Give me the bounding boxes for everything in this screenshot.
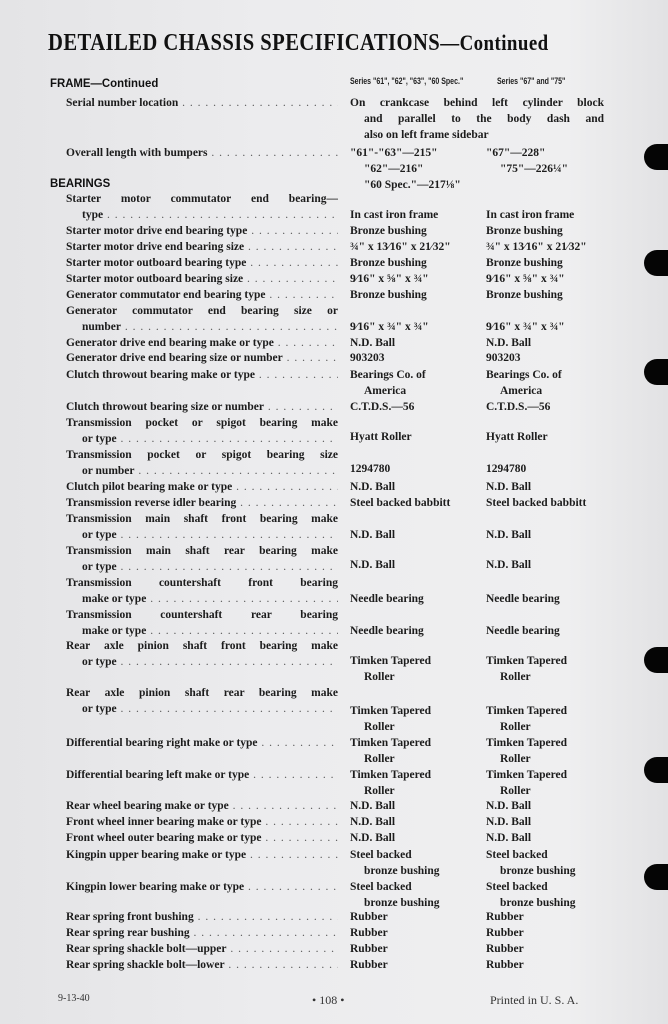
title-main: DETAILED CHASSIS SPECIFICATIONS bbox=[48, 30, 441, 56]
value-series-61-62-63-60 bbox=[350, 557, 395, 573]
value-series-61-62-63-60 bbox=[350, 429, 412, 445]
spec-label bbox=[66, 95, 338, 111]
value-series-67-75 bbox=[486, 429, 548, 445]
punch-hole bbox=[644, 250, 668, 276]
value-series-61-62-63-60 bbox=[350, 287, 427, 303]
value-line: Steel backed babbitt bbox=[350, 497, 451, 509]
value-line: 1294780 bbox=[350, 463, 391, 475]
value-line: C.T.D.S.—56 bbox=[486, 401, 551, 413]
value-series-67-75 bbox=[486, 271, 565, 287]
spec-label bbox=[66, 447, 338, 479]
value-line: Timken Tapered bbox=[486, 737, 568, 749]
spec-label bbox=[66, 399, 338, 415]
value-series-61-62-63-60 bbox=[350, 223, 427, 239]
page-title bbox=[48, 30, 549, 57]
spec-label bbox=[66, 575, 338, 607]
value-series-67-75 bbox=[486, 239, 587, 255]
value-series-67-75 bbox=[486, 223, 563, 239]
value-series-67-75 bbox=[486, 653, 567, 685]
value-line: Roller bbox=[500, 721, 531, 733]
value-line: Steel backed bbox=[350, 881, 412, 893]
spec-label-line: Rear spring rear bushing . . . bbox=[66, 925, 338, 941]
value-line: 9⁄16" x ⅝" x ¾" bbox=[350, 273, 429, 285]
value-line: "60 Spec."—217⅛" bbox=[364, 179, 461, 191]
value-line: bronze bushing bbox=[500, 897, 576, 909]
spec-label-line: Generator drive end bearing size or number . . . bbox=[66, 350, 338, 366]
value-line: bronze bushing bbox=[500, 865, 576, 877]
spec-label-line: Rear spring front bushing . . . bbox=[66, 909, 338, 925]
value-line: Rubber bbox=[350, 959, 388, 971]
spec-label bbox=[66, 495, 338, 511]
value-line: also on left frame sidebar bbox=[364, 129, 489, 141]
value-line: Timken Tapered bbox=[350, 705, 432, 717]
value-line: N.D. Ball bbox=[486, 559, 532, 571]
value-series-67-75 bbox=[486, 830, 531, 846]
spec-label-line: Overall length with bumpers . . . bbox=[66, 145, 338, 161]
value-line: N.D. Ball bbox=[350, 559, 396, 571]
value-line: In cast iron frame bbox=[486, 209, 575, 221]
value-line: Roller bbox=[364, 753, 395, 765]
value-line: Steel backed babbitt bbox=[486, 497, 587, 509]
spec-label-line: Starter motor drive end bearing type . . . bbox=[66, 223, 338, 239]
value-line: N.D. Ball bbox=[486, 800, 532, 812]
section-bearings: BEARINGS bbox=[50, 176, 111, 190]
value-series-61-62-63-60 bbox=[350, 495, 450, 511]
value-series-61-62-63-60 bbox=[350, 909, 388, 925]
value-series-67-75 bbox=[486, 909, 524, 925]
value-series-67-75 bbox=[486, 350, 521, 366]
value-series-61-62-63-60 bbox=[350, 879, 440, 911]
spec-label-line: number . . . bbox=[66, 319, 338, 335]
spec-label bbox=[66, 830, 338, 846]
punch-hole bbox=[644, 359, 668, 385]
value-series-67-75 bbox=[486, 798, 531, 814]
spec-label bbox=[66, 223, 338, 239]
value-series-61-62-63-60 bbox=[350, 925, 388, 941]
value-series-61-62-63-60 bbox=[350, 145, 461, 193]
value-series-67-75 bbox=[486, 479, 531, 495]
value-series-61-62-63-60 bbox=[350, 798, 395, 814]
spec-label-line: Starter motor drive end bearing size . . . bbox=[66, 239, 338, 255]
spec-label bbox=[66, 735, 338, 751]
value-series-67-75 bbox=[486, 399, 550, 415]
spec-label bbox=[66, 543, 338, 575]
value-series-61-62-63-60 bbox=[350, 335, 395, 351]
value-series-67-75 bbox=[486, 941, 524, 957]
value-series-61-62-63-60 bbox=[350, 830, 395, 846]
value-line: 9⁄16" x ⅝" x ¾" bbox=[486, 273, 565, 285]
value-line: Rubber bbox=[350, 927, 388, 939]
spec-label bbox=[66, 415, 338, 447]
value-line: Rubber bbox=[350, 911, 388, 923]
spec-label bbox=[66, 925, 338, 941]
punch-hole bbox=[644, 647, 668, 673]
value-line: Needle bearing bbox=[350, 593, 424, 605]
spec-label-line: or type . . . bbox=[66, 527, 338, 543]
value-series-61-62-63-60 bbox=[350, 735, 431, 767]
value-series-61-62-63-60 bbox=[350, 399, 414, 415]
column-header-series-67-75: Series "67" and "75" bbox=[497, 76, 566, 86]
value-line: Needle bearing bbox=[486, 593, 560, 605]
spec-label-line: Rear wheel bearing make or type . . . bbox=[66, 798, 338, 814]
value-line: N.D. Ball bbox=[486, 529, 532, 541]
value-line: Roller bbox=[500, 785, 531, 797]
spec-label bbox=[66, 271, 338, 287]
spec-label-line: type . . . bbox=[66, 207, 338, 223]
spec-label bbox=[66, 798, 338, 814]
value-line: N.D. Ball bbox=[350, 800, 396, 812]
spec-label bbox=[66, 941, 338, 957]
value-line: Roller bbox=[500, 671, 531, 683]
spec-label-line: Transmission countershaft rear bearing bbox=[66, 609, 338, 621]
value-series-61-62-63-60 bbox=[350, 207, 438, 223]
spec-label-line: Transmission main shaft rear bearing make bbox=[66, 545, 338, 557]
spec-label bbox=[66, 191, 338, 223]
value-series-67-75 bbox=[486, 879, 576, 911]
spec-label bbox=[66, 255, 338, 271]
value-line: Bronze bushing bbox=[486, 225, 563, 237]
value-line: 9⁄16" x ¾" x ¾" bbox=[350, 321, 429, 333]
value-line: Bearings Co. of bbox=[350, 369, 426, 381]
spec-label-line: Rear spring shackle bolt—lower . . . bbox=[66, 957, 338, 973]
spec-label-line: Rear axle pinion shaft front bearing make bbox=[66, 640, 338, 652]
spec-label-line: Transmission countershaft front bearing bbox=[66, 577, 338, 589]
punch-hole bbox=[644, 757, 668, 783]
section-frame: FRAME—Continued bbox=[50, 76, 159, 90]
spec-label-line: Kingpin upper bearing make or type . . . bbox=[66, 847, 338, 863]
spec-label-line: Transmission pocket or spigot bearing size bbox=[66, 449, 338, 461]
value-series-67-75 bbox=[486, 335, 531, 351]
title-continued: —Continued bbox=[440, 30, 549, 55]
spec-label bbox=[66, 145, 338, 161]
value-line: Steel backed bbox=[350, 849, 412, 861]
spec-label bbox=[66, 767, 338, 783]
value-line: Hyatt Roller bbox=[486, 431, 548, 443]
value-line: N.D. Ball bbox=[350, 529, 396, 541]
spec-label-line: Clutch throwout bearing size or number . . . bbox=[66, 399, 338, 415]
value-line: N.D. Ball bbox=[350, 481, 396, 493]
value-line: Timken Tapered bbox=[486, 655, 568, 667]
spec-label bbox=[66, 638, 338, 670]
value-line: Bronze bushing bbox=[350, 289, 427, 301]
value-series-61-62-63-60 bbox=[350, 814, 395, 830]
footer-page-number: • 108 • bbox=[312, 993, 345, 1007]
value-line: Bronze bushing bbox=[350, 225, 427, 237]
spec-label-line: or type . . . bbox=[66, 654, 338, 670]
value-line: "61"-"63"—215" bbox=[350, 147, 438, 159]
column-header-series-61-62-63-60: Series "61", "62", "63", "60 Spec." bbox=[350, 76, 464, 86]
spec-label-line: Kingpin lower bearing make or type . . . bbox=[66, 879, 338, 895]
spec-label-line: Transmission pocket or spigot bearing make bbox=[66, 417, 338, 429]
value-line: 903203 bbox=[350, 352, 385, 364]
value-line: Roller bbox=[364, 671, 395, 683]
value-series-67-75 bbox=[486, 557, 531, 573]
spec-label bbox=[66, 847, 338, 863]
value-series-61-62-63-60 bbox=[350, 255, 427, 271]
value-line: In cast iron frame bbox=[350, 209, 439, 221]
punch-hole bbox=[644, 144, 668, 170]
spec-label-line: or number . . . bbox=[66, 463, 338, 479]
spec-label bbox=[66, 957, 338, 973]
value-series-61-62-63-60 bbox=[350, 461, 390, 477]
spec-label-line: Differential bearing right make or type . . . bbox=[66, 735, 338, 751]
value-line: 9⁄16" x ¾" x ¾" bbox=[486, 321, 565, 333]
value-series-67-75 bbox=[486, 319, 565, 335]
spec-label bbox=[66, 239, 338, 255]
spec-label bbox=[66, 367, 338, 383]
spec-label-line: Transmission main shaft front bearing make bbox=[66, 513, 338, 525]
value-line: 1294780 bbox=[486, 463, 527, 475]
spec-label bbox=[66, 607, 338, 639]
spec-label-line: Generator drive end bearing make or type . . . bbox=[66, 335, 338, 351]
value-line: ¾" x 13⁄16" x 21⁄32" bbox=[486, 241, 587, 253]
value-series-61-62-63-60 bbox=[350, 239, 451, 255]
value-series-61-62-63-60 bbox=[350, 703, 431, 735]
value-series-67-75 bbox=[486, 255, 563, 271]
value-line: Bronze bushing bbox=[486, 257, 563, 269]
spec-label-line: Generator commutator end bearing size or bbox=[66, 305, 338, 317]
value-line: America bbox=[364, 385, 407, 397]
value-line: Rubber bbox=[486, 911, 524, 923]
value-series-67-75 bbox=[486, 145, 568, 177]
spec-label-line: or type . . . bbox=[66, 701, 338, 717]
spec-label bbox=[66, 350, 338, 366]
value-line: Bronze bushing bbox=[486, 289, 563, 301]
value-line: Bronze bushing bbox=[350, 257, 427, 269]
value-line: 903203 bbox=[486, 352, 521, 364]
spec-label-line: Front wheel inner bearing make or type . . . bbox=[66, 814, 338, 830]
spec-label-line: Rear axle pinion shaft rear bearing make bbox=[66, 687, 338, 699]
spec-label-line: Starter motor outboard bearing size . . . bbox=[66, 271, 338, 287]
spec-label bbox=[66, 287, 338, 303]
spec-label bbox=[66, 479, 338, 495]
value-line: "67"—228" bbox=[486, 147, 546, 159]
value-series-67-75 bbox=[486, 207, 574, 223]
value-series-61-62-63-60 bbox=[350, 479, 395, 495]
value-line: N.D. Ball bbox=[350, 337, 396, 349]
value-line: "75"—226¼" bbox=[500, 163, 569, 175]
value-line: Needle bearing bbox=[486, 625, 560, 637]
value-line: Roller bbox=[364, 785, 395, 797]
value-series-61-62-63-60 bbox=[350, 591, 424, 607]
spec-label-line: make or type . . . bbox=[66, 591, 338, 607]
value-line: bronze bushing bbox=[364, 897, 440, 909]
spec-label-line: Generator commutator end bearing type . . . bbox=[66, 287, 338, 303]
value-line: N.D. Ball bbox=[486, 481, 532, 493]
value-line: America bbox=[500, 385, 543, 397]
spec-label-line: or type . . . bbox=[66, 431, 338, 447]
value-series-67-75 bbox=[486, 847, 576, 879]
value-line: N.D. Ball bbox=[486, 816, 532, 828]
value-line: Needle bearing bbox=[350, 625, 424, 637]
value-series-67-75 bbox=[486, 623, 560, 639]
value-series-67-75 bbox=[486, 767, 567, 799]
value-series-61-62-63-60 bbox=[350, 367, 426, 399]
value-series-67-75 bbox=[486, 495, 586, 511]
value-series-61-62-63-60 bbox=[350, 767, 431, 799]
value-line: N.D. Ball bbox=[350, 816, 396, 828]
spec-label bbox=[66, 814, 338, 830]
spec-label bbox=[66, 303, 338, 335]
spec-label-line: Differential bearing left make or type . . . bbox=[66, 767, 338, 783]
spec-label-line: Front wheel outer bearing make or type . . . bbox=[66, 830, 338, 846]
spec-label-line: Starter motor commutator end bearing— bbox=[66, 193, 338, 205]
value-line: Timken Tapered bbox=[486, 769, 568, 781]
value-line: Rubber bbox=[486, 943, 524, 955]
spec-label-line: Serial number location . . . bbox=[66, 95, 338, 111]
value-line: Roller bbox=[500, 753, 531, 765]
value-line: Timken Tapered bbox=[486, 705, 568, 717]
value-line: Rubber bbox=[350, 943, 388, 955]
value-series-61-62-63-60 bbox=[350, 623, 424, 639]
spec-label-line: Clutch throwout bearing make or type . . . bbox=[66, 367, 338, 383]
value-line: N.D. Ball bbox=[350, 832, 396, 844]
value-line: ¾" x 13⁄16" x 21⁄32" bbox=[350, 241, 451, 253]
value-line: On crankcase behind left cylinder block bbox=[350, 97, 604, 109]
value-line: Rubber bbox=[486, 927, 524, 939]
spec-label-line: Transmission reverse idler bearing . . . bbox=[66, 495, 338, 511]
value-line: Hyatt Roller bbox=[350, 431, 412, 443]
value-series-61-62-63-60 bbox=[350, 847, 440, 879]
value-line: N.D. Ball bbox=[486, 832, 532, 844]
spec-label-line: or type . . . bbox=[66, 559, 338, 575]
value-series-61-62-63-60 bbox=[350, 653, 431, 685]
value-series-67-75 bbox=[486, 925, 524, 941]
value-series-61-62-63-60 bbox=[350, 527, 395, 543]
value-series-67-75 bbox=[486, 527, 531, 543]
value-series-61-62-63-60 bbox=[350, 319, 429, 335]
value-series-67-75 bbox=[486, 814, 531, 830]
value-series-61-62-63-60 bbox=[350, 271, 429, 287]
value-line: bronze bushing bbox=[364, 865, 440, 877]
spec-label bbox=[66, 511, 338, 543]
value-series-67-75 bbox=[486, 957, 524, 973]
value-line: Steel backed bbox=[486, 881, 548, 893]
punch-hole bbox=[644, 864, 668, 890]
value-series-67-75 bbox=[486, 461, 526, 477]
value-series-67-75 bbox=[486, 591, 560, 607]
spec-label-line: Starter motor outboard bearing type . . . bbox=[66, 255, 338, 271]
value-series-67-75 bbox=[486, 735, 567, 767]
value-line: "62"—216" bbox=[364, 163, 424, 175]
value-line: Timken Tapered bbox=[350, 655, 432, 667]
value-line: Bearings Co. of bbox=[486, 369, 562, 381]
value-series-61-62-63-60 bbox=[350, 350, 385, 366]
footer-date: 9-13-40 bbox=[58, 993, 90, 1004]
spec-label-line: Rear spring shackle bolt—upper . . . bbox=[66, 941, 338, 957]
spec-label bbox=[66, 909, 338, 925]
value-line: Steel backed bbox=[486, 849, 548, 861]
value-series-61-62-63-60 bbox=[350, 95, 604, 143]
spec-label-line: Clutch pilot bearing make or type . . . bbox=[66, 479, 338, 495]
value-series-67-75 bbox=[486, 703, 567, 735]
value-series-61-62-63-60 bbox=[350, 957, 388, 973]
value-line: Timken Tapered bbox=[350, 769, 432, 781]
spec-label bbox=[66, 879, 338, 895]
spec-label-line: make or type . . . bbox=[66, 623, 338, 639]
value-line: N.D. Ball bbox=[486, 337, 532, 349]
value-line: and parallel to the body dash and bbox=[364, 113, 604, 125]
value-line: Timken Tapered bbox=[350, 737, 432, 749]
spec-label bbox=[66, 685, 338, 717]
value-series-67-75 bbox=[486, 367, 562, 399]
spec-label bbox=[66, 335, 338, 351]
value-line: C.T.D.S.—56 bbox=[350, 401, 415, 413]
value-series-67-75 bbox=[486, 287, 563, 303]
footer-printed: Printed in U. S. A. bbox=[490, 993, 579, 1007]
value-series-61-62-63-60 bbox=[350, 941, 388, 957]
value-line: Rubber bbox=[486, 959, 524, 971]
value-line: Roller bbox=[364, 721, 395, 733]
